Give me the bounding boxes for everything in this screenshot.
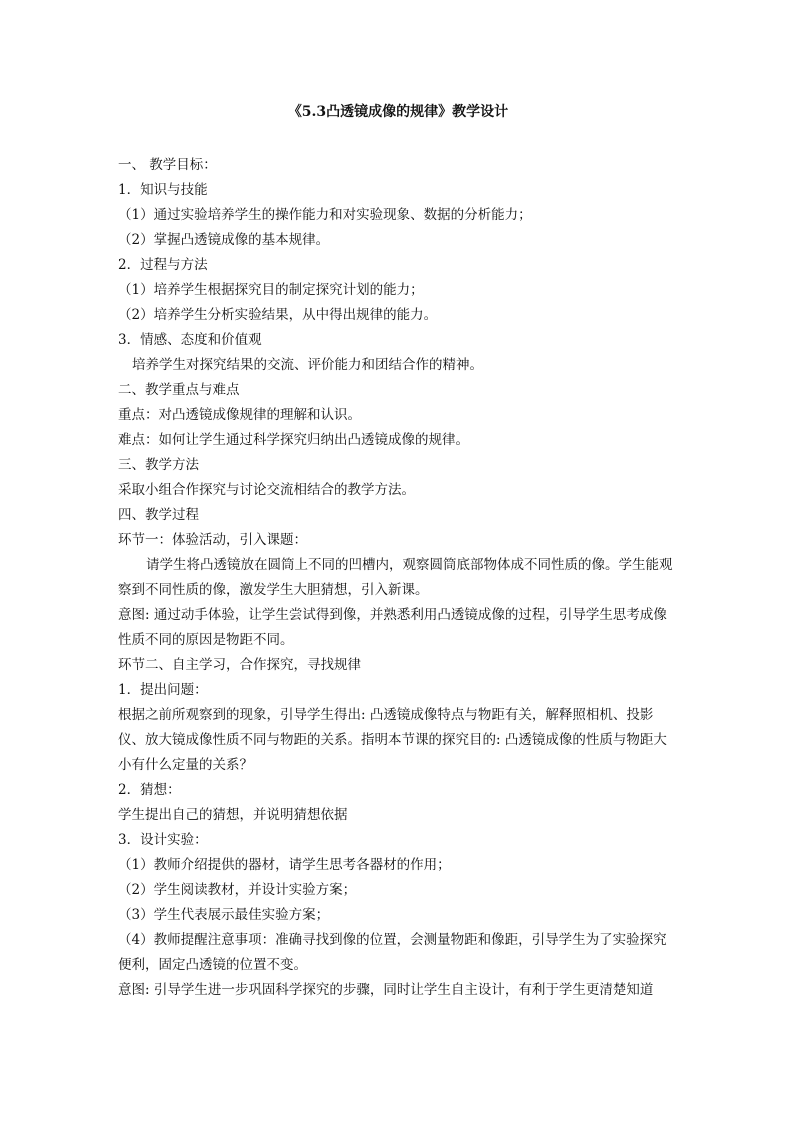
subheading-stage-one: 环节一：体验活动，引入课题：	[118, 532, 307, 548]
subheading-stage-two: 环节二、自主学习，合作探究，寻找规律	[118, 657, 361, 673]
section-heading-objectives: 一、 教学目标：	[118, 157, 217, 173]
document-body	[118, 100, 678, 1003]
subheading-hypothesis: 2．猜想：	[118, 782, 181, 798]
list-item: （1）教师介绍提供的器材，请学生思考各器材的作用；	[118, 857, 451, 873]
paragraph: 根据之前所观察到的现象，引导学生得出: 凸透镜成像特点与物距有关，解释照相机、投影仪、放大镜成像性质不同与物距的关系。指明本节课的探究目的: 凸透镜成像的性质与物距大小有什么定量的关系？	[118, 707, 667, 773]
document-title: 《5.3凸透镜成像的规律》教学设计	[287, 104, 509, 120]
list-item: （4）教师提醒注意事项：准确寻找到像的位置，会测量物距和像距，引导学生为了实验探究便利，固定凸透镜的位置不变。	[118, 932, 667, 973]
paragraph: 难点：如何让学生通过科学探究归纳出凸透镜成像的规律。	[118, 432, 469, 448]
list-item: （1）通过实验培养学生的操作能力和对实验现象、数据的分析能力；	[118, 207, 532, 223]
subheading-emotion-attitude: 3．情感、态度和价值观	[118, 332, 262, 348]
paragraph: 意图: 引导学生进一步巩固科学探究的步骤，同时让学生自主设计，有利于学生更清楚知道	[118, 982, 654, 998]
section-heading-key-points: 二、教学重点与难点	[118, 382, 240, 398]
subheading-design-experiment: 3．设计实验：	[118, 832, 208, 848]
subheading-ask-question: 1．提出问题：	[118, 682, 208, 698]
list-item: （1）培养学生根据探究目的制定探究计划的能力；	[118, 282, 424, 298]
section-heading-methods: 三、教学方法	[118, 457, 199, 473]
section-heading-process: 四、教学过程	[118, 507, 199, 523]
paragraph: 采取小组合作探究与讨论交流相结合的教学方法。	[118, 482, 415, 498]
subheading-process-method: 2．过程与方法	[118, 257, 208, 273]
list-item: （2）学生阅读教材，并设计实验方案；	[118, 882, 357, 898]
paragraph: 培养学生对探究结果的交流、评价能力和团结合作的精神。	[132, 357, 483, 373]
paragraph: 重点：对凸透镜成像规律的理解和认识。	[118, 407, 361, 423]
paragraph: 学生提出自己的猜想，并说明猜想依据	[118, 807, 348, 823]
paragraph: 意图: 通过动手体验，让学生尝试得到像，并熟悉利用凸透镜成像的过程，引导学生思考成像性质不同的原因是物距不同。	[118, 607, 667, 648]
list-item: （3）学生代表展示最佳实验方案；	[118, 907, 330, 923]
list-item: （2）培养学生分析实验结果，从中得出规律的能力。	[118, 307, 438, 323]
paragraph: 请学生将凸透镜放在圆筒上不同的凹槽内，观察圆筒底部物体成不同性质的像。学生能观察到不同性质的像，激发学生大胆猜想，引入新课。	[118, 557, 673, 598]
subheading-knowledge-skills: 1．知识与技能	[118, 182, 208, 198]
list-item: （2）掌握凸透镜成像的基本规律。	[118, 232, 330, 248]
